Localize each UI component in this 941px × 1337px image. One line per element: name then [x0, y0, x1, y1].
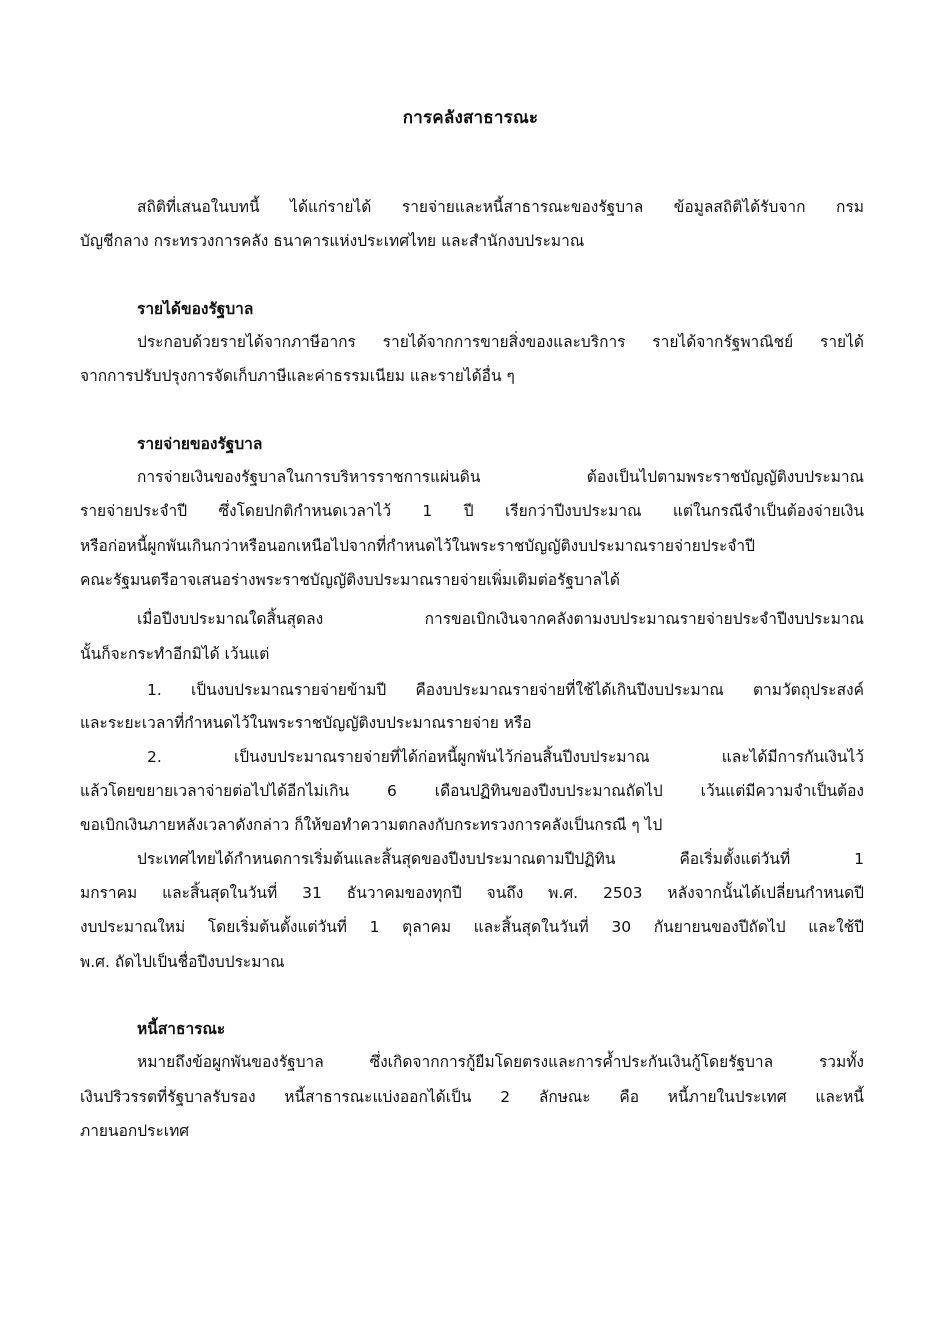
revenue-line-1: ประกอบด้วยรายได้จากภาษีอากร รายได้จากการขายสิ่งของและบริการ รายได้จากรัฐพาณิชย์ รายได้ — [137, 333, 864, 351]
debt-line-2: เงินปริวรรตที่รัฐบาลรับรอง หนี้สาธารณะแบ่งออกได้เป็น 2 ลักษณะ คือ หนี้ภายในประเทศ และหนี้ — [80, 1088, 864, 1106]
expenditure-p3-line-1: ประเทศไทยได้กำหนดการเริ่มต้นและสิ้นสุดของปีงบประมาณตามปีปฏิทิน คือเริ่มตั้งแต่วันที่ 1 — [137, 850, 864, 868]
expenditure-item2-line-2: แล้วโดยขยายเวลาจ่ายต่อไปได้อีกไม่เกิน 6 เดือนปฏิทินของปีงบประมาณถัดไป เว้นแต่มีความจำเป็นต้อง — [80, 782, 864, 800]
debt-line-1: หมายถึงข้อผูกพันของรัฐบาล ซึ่งเกิดจากการกู้ยืมโดยตรงและการค้ำประกันเงินกู้โดยรัฐบาล รวมทั้ง — [137, 1053, 864, 1071]
expenditure-p3-line-4: พ.ศ. ถัดไปเป็นชื่อปีงบประมาณ — [80, 953, 285, 971]
expenditure-item1-line-2: และระยะเวลาที่กำหนดไว้ในพระราชบัญญัติงบประมาณรายจ่าย หรือ — [80, 714, 532, 732]
intro-line-2: บัญชีกลาง กระทรวงการคลัง ธนาคารแห่งประเทศไทย และสำนักงบประมาณ — [80, 232, 585, 250]
intro-line-1: สถิติที่เสนอในบทนี้ ได้แก่รายได้ รายจ่ายและหนี้สาธารณะของรัฐบาล ข้อมูลสถิติได้รับจาก กรม — [137, 198, 864, 216]
expenditure-p3-line-3: งบประมาณใหม่ โดยเริ่มต้นตั้งแต่วันที่ 1 ตุลาคม และสิ้นสุดในวันที่ 30 กันยายนของปีถัดไป และใช้ปี — [80, 918, 864, 936]
expenditure-p2-line-1: เมื่อปีงบประมาณใดสิ้นสุดลง การขอเบิกเงินจากคลังตามงบประมาณรายจ่ายประจำปีงบประมาณ — [137, 610, 864, 628]
revenue-heading: รายได้ของรัฐบาล — [137, 300, 254, 318]
expenditure-p2-line-2: นั้นก็จะกระทำอีกมิได้ เว้นแต่ — [80, 645, 270, 663]
expenditure-p1-line-3: หรือก่อหนี้ผูกพันเกินกว่าหรือนอกเหนือไปจากที่กำหนดไว้ในพระราชบัญญัติงบประมาณรายจ่ายประจำปี — [80, 537, 755, 555]
expenditure-item2-line-1: 2. เป็นงบประมาณรายจ่ายที่ได้ก่อหนี้ผูกพันไว้ก่อนสิ้นปีงบประมาณ และได้มีการกันเงินไว้ — [147, 748, 864, 766]
debt-line-3: ภายนอกประเทศ — [80, 1122, 190, 1140]
page-title: การคลังสาธารณะ — [402, 108, 539, 128]
revenue-line-2: จากการปรับปรุงการจัดเก็บภาษีและค่าธรรมเนียม และรายได้อื่น ๆ — [80, 367, 515, 385]
expenditure-p1-line-2: รายจ่ายประจำปี ซึ่งโดยปกติกำหนดเวลาไว้ 1 ปี เรียกว่าปีงบประมาณ แต่ในกรณีจำเป็นต้องจ่ายเงิน — [80, 502, 864, 520]
expenditure-p3-line-2: มกราคม และสิ้นสุดในวันที่ 31 ธันวาคมของทุกปี จนถึง พ.ศ. 2503 หลังจากนั้นได้เปลี่ยนกำหนดปี — [80, 884, 864, 902]
expenditure-heading: รายจ่ายของรัฐบาล — [137, 435, 263, 453]
expenditure-p1-line-4: คณะรัฐมนตรีอาจเสนอร่างพระราชบัญญัติงบประมาณรายจ่ายเพิ่มเติมต่อรัฐบาลได้ — [80, 571, 620, 589]
expenditure-item2-line-3: ขอเบิกเงินภายหลังเวลาดังกล่าว ก็ให้ขอทำความตกลงกับกระทรวงการคลังเป็นกรณี ๆ ไป — [80, 816, 663, 834]
expenditure-item1-line-1: 1. เป็นงบประมาณรายจ่ายข้ามปี คืองบประมาณรายจ่ายที่ใช้ได้เกินปีงบประมาณ ตามวัตถุประสงค์ — [147, 681, 864, 699]
expenditure-p1-line-1: การจ่ายเงินของรัฐบาลในการบริหารราชการแผ่นดิน ต้องเป็นไปตามพระราชบัญญัติงบประมาณ — [137, 468, 864, 486]
debt-heading: หนี้สาธารณะ — [137, 1020, 226, 1038]
